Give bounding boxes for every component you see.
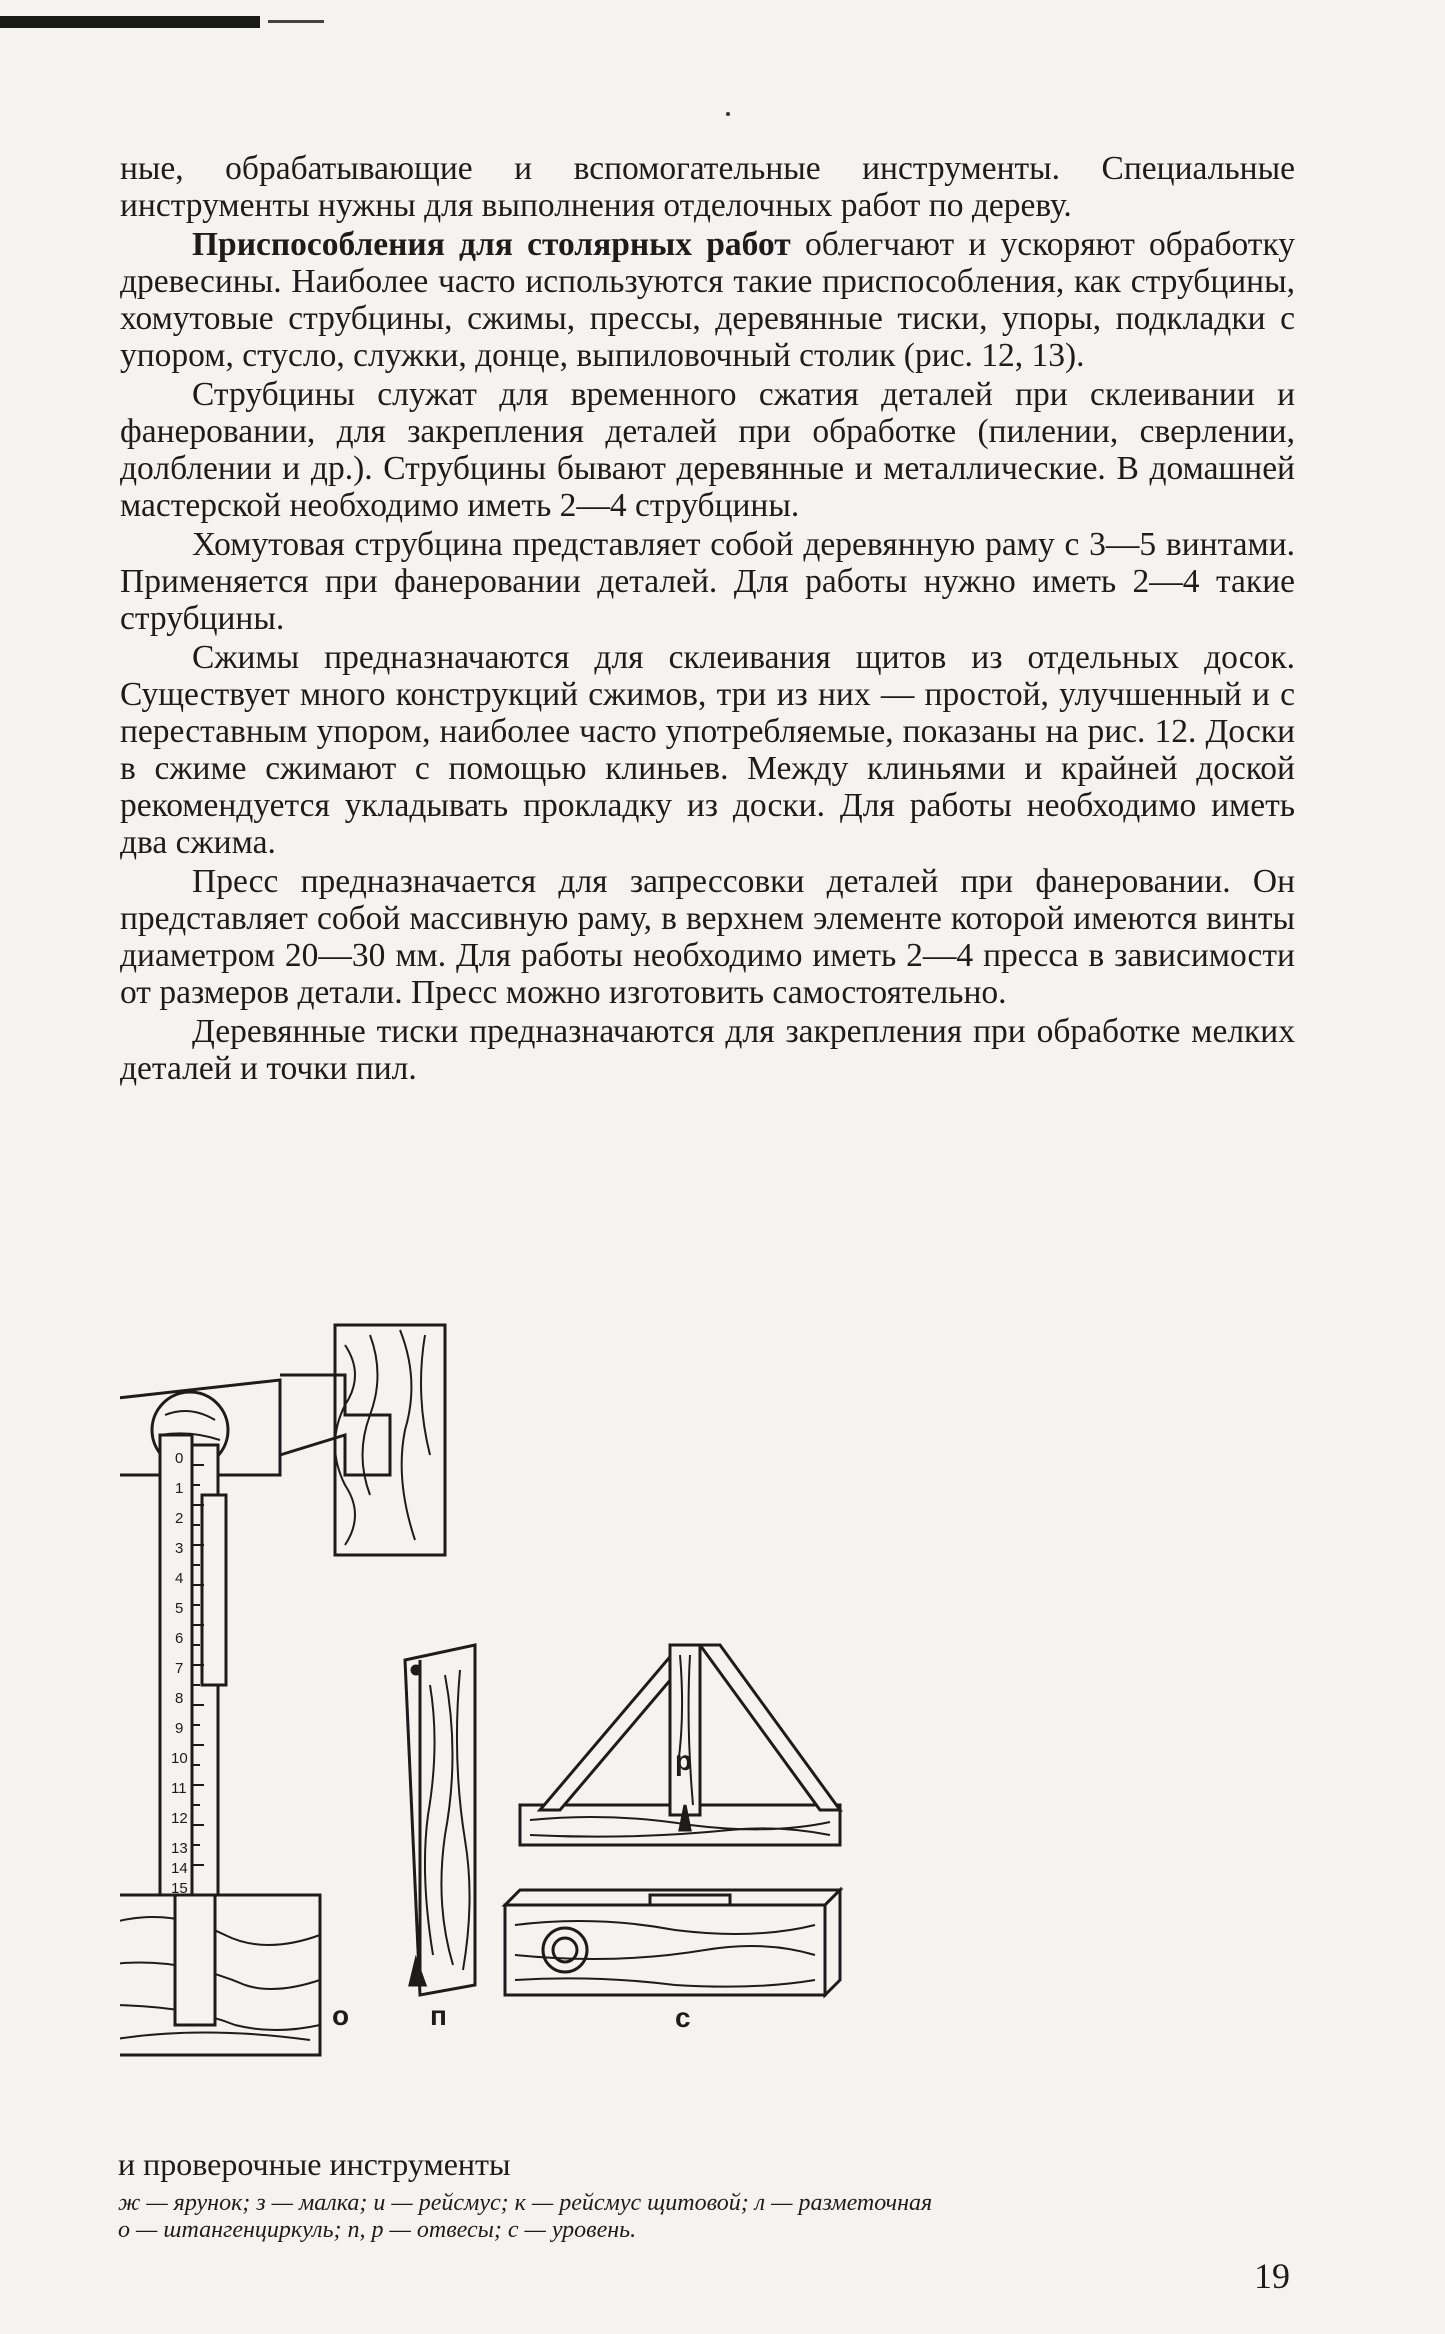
tools-figure: [120, 1305, 1320, 2085]
caption-line-1: ж — ярунок; з — малка; и — рейсмус; к — рейсмус щитовой; л — разметочная: [118, 2190, 933, 2216]
scale-num-3: 3: [175, 1540, 184, 1557]
scale-num-0: 0: [175, 1450, 184, 1467]
paragraph-4: Хомутовая струбцина представляет собой деревянную раму с 3—5 винтами. Применяется при фанеровании деталей. Для работы нужно иметь 2—4 такие струбцины.: [120, 526, 1295, 637]
top-rule: [0, 16, 260, 28]
scale-num-1: 1: [175, 1480, 184, 1497]
speck: [726, 112, 730, 116]
label-o: о: [332, 2000, 350, 2031]
label-s: с: [675, 2002, 691, 2033]
scale-num-11: 11: [171, 1780, 187, 1797]
label-p: п: [430, 2000, 447, 2031]
plumb-drawing: [405, 1645, 475, 1995]
scale-num-13: 13: [171, 1840, 188, 1857]
tools-illustration: [120, 1305, 1320, 2085]
caption-title: и проверочные инструменты: [118, 2146, 511, 2182]
paragraph-5: Сжимы предназначаются для склеивания щитов из отдельных досок. Существует много конструкций сжимов, три из них — простой, улучшенный и с переставным упором, наиболее часто употребляемые, показаны на рис. 12. Доски в сжиме сжимают с помощью клиньев. Между клиньями и крайней доской рекомендуется укладывать прокладку из доски. Для работы необходимо иметь два сжима.: [120, 639, 1295, 861]
scale-num-2: 2: [175, 1510, 184, 1527]
scale-num-6: 6: [175, 1630, 184, 1647]
scale-num-12: 12: [171, 1810, 188, 1827]
paragraph-2: [120, 226, 1295, 374]
paragraph-3: Струбцины служат для временного сжатия деталей при склеивании и фанеровании, для закрепления деталей при обработке (пилении, сверлении, долблении и др.). Струбцины бывают деревянные и металлические. В домашней мастерской необходимо иметь 2—4 струбцины.: [120, 376, 1295, 524]
scale-num-5: 5: [175, 1600, 184, 1617]
caption-line-2: о — штангенциркуль; п, р — отвесы; с — уровень.: [118, 2217, 637, 2243]
paragraph-2-bold: Приспособления для столярных работ: [192, 226, 791, 263]
paragraph-1: ные, обрабатывающие и вспомогательные инструменты. Специальные инструменты нужны для выполнения отделочных работ по дереву.: [120, 150, 1295, 224]
scale-num-9: 9: [175, 1720, 184, 1737]
paragraph-7: Деревянные тиски предназначаются для закрепления при обработке мелких деталей и точки пил.: [120, 1013, 1295, 1087]
caption: [118, 2190, 1318, 2244]
label-r: р: [675, 1745, 693, 1776]
level-drawing: [505, 1890, 840, 1995]
page-number: 19: [1254, 2256, 1290, 2296]
scale-num-4: 4: [175, 1570, 184, 1587]
scale-num-15: 15: [171, 1880, 188, 1897]
paragraph-6: Пресс предназначается для запрессовки деталей при фанеровании. Он представляет собой массивную раму, в верхнем элементе которой имеются винты диаметром 20—30 мм. Для работы необходимо иметь 2—4 пресса в зависимости от размеров детали. Пресс можно изготовить самостоятельно.: [120, 863, 1295, 1011]
paragraph-2-text: облегчают и ускоряют обработку древесины. Наиболее часто используются такие приспособления, как струбцины, хомутовые струбцины, сжимы, прессы, деревянные тиски, упоры, подкладки с упором, стусло, служки, донце, выпиловочный столик (рис. 12, 13).: [120, 226, 1295, 374]
top-rule-dash: [268, 20, 324, 23]
caliper-drawing: [120, 1325, 445, 2055]
scale-num-14: 14: [171, 1860, 188, 1877]
scale-num-7: 7: [175, 1660, 184, 1677]
scale-num-10: 10: [171, 1750, 188, 1767]
scale-num-8: 8: [175, 1690, 184, 1707]
body-text: [120, 150, 1295, 1087]
